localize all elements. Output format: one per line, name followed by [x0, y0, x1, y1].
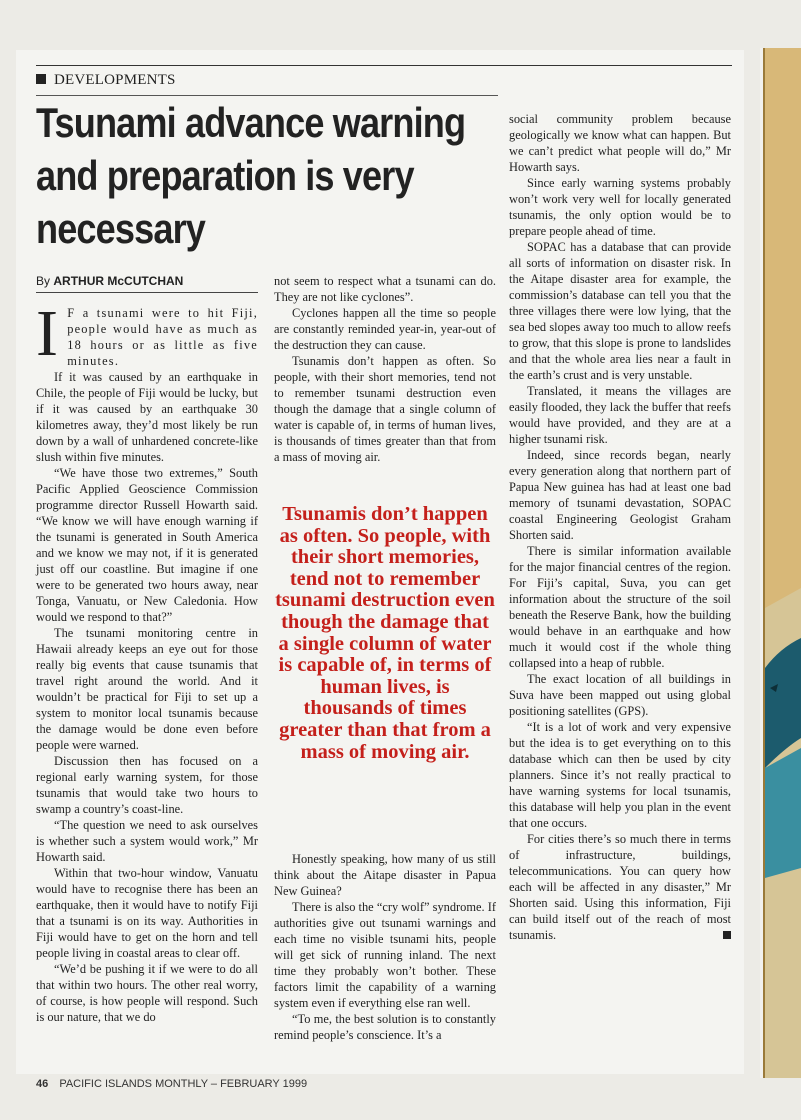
pull-quote: Tsunamis don’t happen as often. So people, with their short memories, tend not to remember tsunami destruction even though the damage that a single column of water is capable of, in terms of human lives, is thousands of times greater than that from a mass of moving air. [275, 503, 495, 763]
headline-line-1: Tsunami advance warning [36, 99, 466, 146]
headline-line-2: and preparation is very [36, 152, 414, 199]
paragraph: “The question we need to ask ourselves is whether such a system would work,” Mr Howarth said. [36, 818, 258, 864]
byline-rule [36, 292, 258, 293]
paragraph: SOPAC has a database that can provide all sorts of information on disaster risk. In the Aitape disaster area for example, the commission’s database can tell you that the three villages there were low lying, that the sea bed slopes away too much to allow reefs to grow, that this slope is prone to landslides and that the whole area lies near a fault in the earth’s crust and is very unstable. [509, 240, 731, 382]
lead-paragraph [36, 297, 258, 370]
lead-text: F a tsunami were to hit Fiji, people would have as much as 18 hours or as little as five minutes. [67, 306, 258, 368]
paragraph: The tsunami monitoring centre in Hawaii already keeps an eye out for those really big events that cause tsunamis that travel right around the world. And it wouldn’t be practical for Fiji to set up a system to monitor local tsunamis because the damage would be done even before people were warned. [36, 626, 258, 752]
facing-page-illustration [760, 48, 801, 1078]
paragraph: Indeed, since records began, nearly every generation along that northern part of Papua New guinea has had at least one bad memory of tsunami devastation, SOPAC coastal Engineering Geologist Graham Shorten said. [509, 448, 731, 542]
section-bullet [36, 74, 46, 84]
paragraph: Within that two-hour window, Vanuatu would have to recognise there has been an earthquake, then it would have to notify Fiji that a tsunami is on its way. Authorities in Fiji would have to get on the horn and tell people living in coastal areas to clear off. [36, 866, 258, 960]
byline-prefix: By [36, 274, 51, 288]
paragraph: The exact location of all buildings in Suva have been mapped out using global positioning satellites (GPS). [509, 672, 731, 718]
paragraph-text: For cities there’s so much there in terms of infrastructure, buildings, telecommunications. You can query how each will be affected in any disaster,” Mr Shorten said. Using this information, Fiji can build itself out of the reach of most tsunamis. [509, 832, 731, 942]
paragraph: If it was caused by an earthquake in Chile, the people of Fiji would be lucky, but if it was caused by an earthquake 30 kilometres away, they’d most likely be run down by a wall of unhardened concrete-like slush within five minutes. [36, 370, 258, 464]
paragraph: Discussion then has focused on a regional early warning system, for those tsunamis that would take two hours to swamp a country’s coast-line. [36, 754, 258, 816]
end-mark [723, 931, 731, 939]
paragraph: Honestly speaking, how many of us still think about the Aitape disaster in Papua New Guinea? [274, 852, 496, 898]
article-column-3 [509, 111, 731, 943]
paragraph: “It is a lot of work and very expensive but the idea is to get everything on to this database which can then be used by city planners. Since it’s not really practical to have warning systems for local tsunamis, this database will help you plan in the event that one occurs. [509, 720, 731, 830]
paragraph: Since early warning systems probably won’t work very well for locally generated tsunamis, the only option would be to prepare people ahead of time. [509, 176, 731, 238]
paragraph: There is similar information available for the major financial centres of the region. For Fiji’s capital, Suva, you can get information about the structure of the soil beneath the Reserve Bank, how the building would behave in an earthquake and how much it would cost if the whole thing collapsed into a heap of rubble. [509, 544, 731, 670]
section-label-text: DEVELOPMENTS [54, 72, 176, 88]
paragraph: not seem to respect what a tsunami can do. They are not like cyclones”. [274, 274, 496, 304]
paragraph: Translated, it means the villages are easily flooded, they lack the buffer that reefs would have provided, and they are at a higher tsunami risk. [509, 384, 731, 446]
section-top-rule [36, 65, 732, 66]
byline [36, 274, 183, 288]
paragraph: “We’d be pushing it if we were to do all that within two hours. The other real worry, of course, is how people will respond. Such is our nature, that we do [36, 962, 258, 1024]
paragraph: Cyclones happen all the time so people are constantly reminded year-in, year-out of the destruction they can cause. [274, 306, 496, 352]
article-column-2-bottom [274, 851, 496, 1043]
page-footer [36, 1078, 307, 1090]
article-column-2-top [274, 273, 496, 465]
paragraph: There is also the “cry wolf” syndrome. If authorities give out tsunami warnings and each time no visible tsunami hits, people will get sick of running inland. The next time they probably won’t bother. These factors limit the capability of a warning system even if everything else ran well. [274, 900, 496, 1010]
facing-page-edge [760, 48, 801, 1078]
paragraph: “We have those two extremes,” South Pacific Applied Geoscience Commission programme director Russell Howarth said. “We know we will have enough warning if the tsunami is generated in South America and we know we may not, if it is generated just off our coastline. But imagine if one were to be generated two hours away, near Tonga, Vanuatu, or New Caledonia. How would we respond to that?” [36, 466, 258, 624]
article-column-1 [36, 297, 258, 1025]
publication-line: PACIFIC ISLANDS MONTHLY – FEBRUARY 1999 [59, 1078, 308, 1090]
byline-author: ARTHUR McCUTCHAN [53, 274, 184, 288]
headline-line-3: necessary [36, 205, 206, 252]
paragraph [509, 831, 731, 943]
paragraph: Tsunamis don’t happen as often. So people, with their short memories, tend not to remember tsunami destruction even though the damage that a single column of water is capable of, in terms of human lives, is thousands of times greater than that from a mass of moving air. [274, 354, 496, 464]
section-label [36, 72, 176, 89]
paragraph: social community problem because geologically we know what can happen. But we can’t predict what people will do,” Mr Howarth says. [509, 112, 731, 174]
paragraph: “To me, the best solution is to constantly remind people’s conscience. It’s a [274, 1012, 496, 1042]
headline [36, 96, 466, 255]
page-number: 46 [36, 1078, 49, 1090]
drop-cap: I [36, 297, 60, 370]
